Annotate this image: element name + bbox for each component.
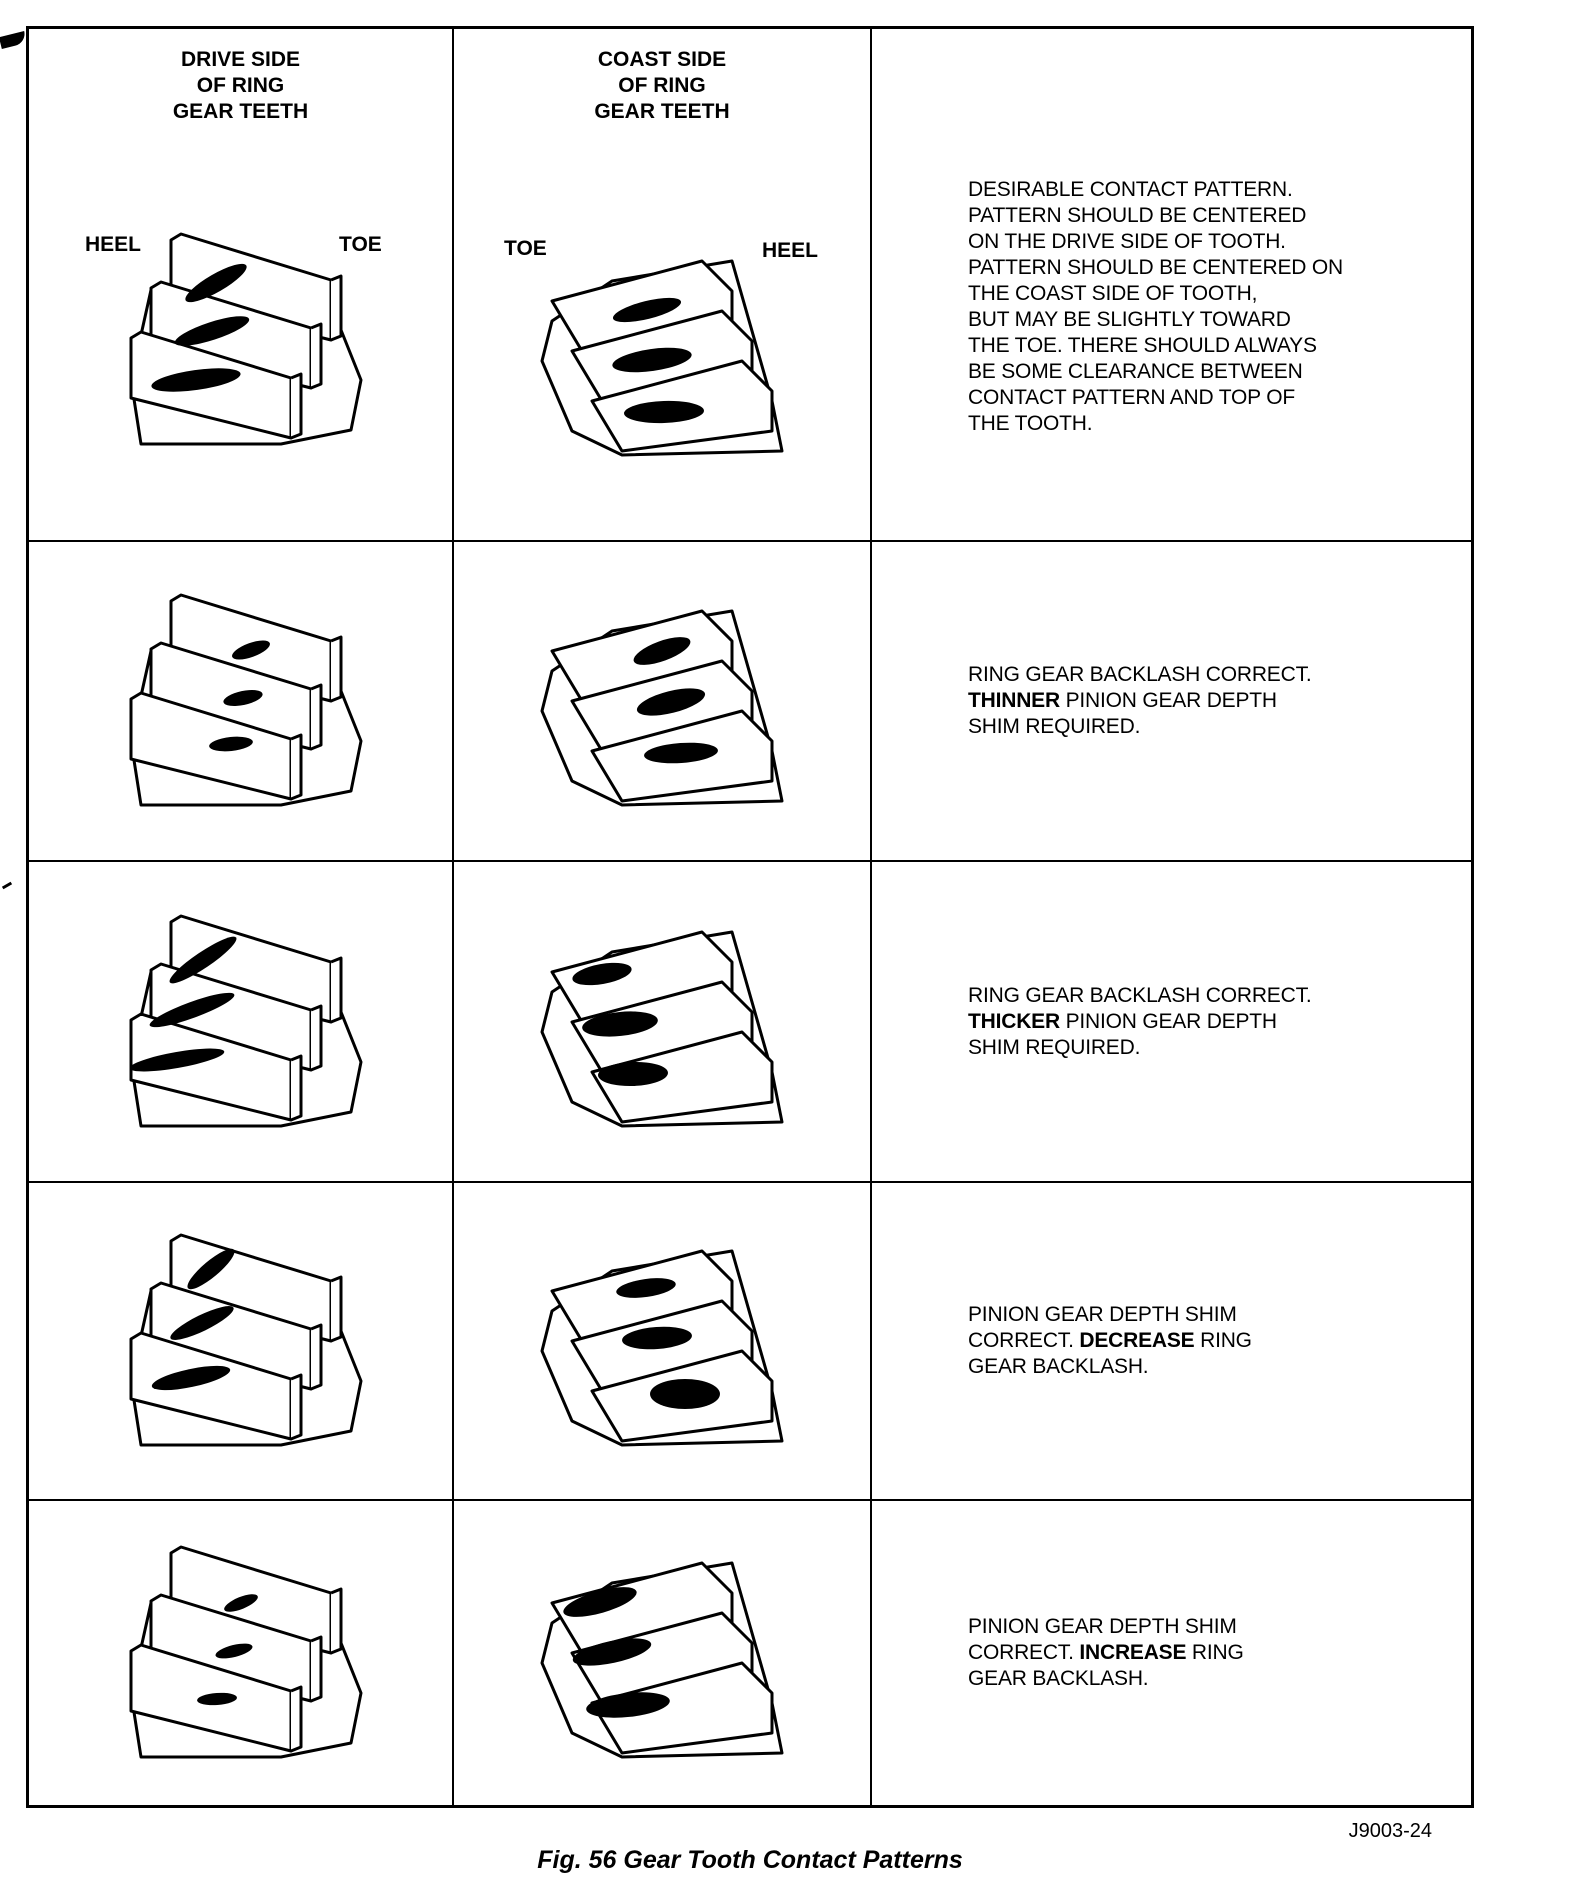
figure-caption: Fig. 56 Gear Tooth Contact Patterns	[537, 1846, 963, 1874]
tooth-side	[311, 685, 321, 749]
drive-toe-label: TOE	[339, 233, 382, 256]
scan-mark-middle	[2, 882, 12, 890]
description-line	[968, 281, 1451, 307]
figure-reference-code: J9003-24	[1348, 1820, 1432, 1842]
description-text: RING GEAR BACKLASH CORRECT.	[968, 663, 1312, 686]
description-text: GEAR BACKLASH.	[968, 1667, 1149, 1690]
description-line	[968, 714, 1451, 740]
description-text: PINION GEAR DEPTH	[1059, 689, 1277, 712]
description-line	[968, 333, 1451, 359]
row-3-coast-cell	[454, 862, 872, 1183]
row-1-description-cell	[872, 29, 1471, 542]
description-line	[968, 1328, 1451, 1354]
description-text: RING	[1186, 1641, 1244, 1664]
description-text: PATTERN SHOULD BE CENTERED	[968, 204, 1307, 227]
description-line	[968, 359, 1451, 385]
drive-side-header: DRIVE SIDE OF RING GEAR TEETH	[172, 48, 309, 123]
drive-side-gear-diagram	[111, 591, 371, 811]
coast-side-gear-diagram	[532, 241, 792, 461]
description-line	[968, 255, 1451, 281]
row-1-description	[968, 177, 1451, 437]
row-5-description	[968, 1614, 1451, 1692]
description-text: THE TOOTH.	[968, 412, 1093, 435]
row-4-drive-cell	[29, 1183, 454, 1501]
description-text: PINION GEAR DEPTH	[1059, 1009, 1277, 1033]
coast-side-header: COAST SIDE OF RING GEAR TEETH	[594, 48, 730, 123]
description-line	[968, 1302, 1451, 1328]
row-4-description-cell	[872, 1183, 1471, 1501]
row-2-description-cell	[872, 542, 1471, 862]
tooth-side	[331, 637, 341, 701]
coast-side-gear-diagram	[532, 1543, 792, 1763]
row-5-coast-cell	[454, 1501, 872, 1805]
row-4-description	[968, 1302, 1451, 1380]
row-1-coast-cell	[454, 29, 872, 542]
description-line	[968, 1614, 1451, 1640]
coast-side-gear-diagram	[532, 1231, 792, 1451]
contact-pattern-mark	[650, 1379, 720, 1409]
drive-gear-body	[131, 1235, 361, 1445]
description-text: DESIRABLE CONTACT PATTERN.	[968, 178, 1293, 201]
description-text: SHIM REQUIRED.	[968, 1035, 1141, 1059]
description-line	[968, 662, 1451, 688]
drive-side-gear-diagram	[111, 230, 371, 450]
tooth-side	[291, 1056, 301, 1120]
tooth-side	[331, 958, 341, 1022]
description-line	[968, 1354, 1451, 1380]
description-text: ON THE DRIVE SIDE OF TOOTH.	[968, 230, 1286, 253]
tooth-side	[291, 1375, 301, 1439]
description-line	[968, 307, 1451, 333]
row-4-coast-cell	[454, 1183, 872, 1501]
coast-side-gear-diagram	[532, 912, 792, 1132]
tooth-side	[291, 735, 301, 799]
description-line	[968, 688, 1451, 714]
description-text: PATTERN SHOULD BE CENTERED ON	[968, 256, 1343, 279]
description-text: THE COAST SIDE OF TOOTH,	[968, 282, 1258, 305]
description-text: SHIM REQUIRED.	[968, 715, 1141, 738]
row-3-description-cell	[872, 862, 1471, 1183]
description-line	[968, 203, 1451, 229]
tooth-side	[311, 1637, 321, 1701]
tooth-side	[331, 1589, 341, 1653]
description-line	[968, 1009, 1451, 1035]
description-line	[968, 229, 1451, 255]
drive-side-gear-diagram	[111, 1543, 371, 1763]
row-5-description-cell	[872, 1501, 1471, 1805]
row-2-description	[968, 662, 1451, 740]
description-line	[968, 1666, 1451, 1692]
description-line	[968, 983, 1451, 1009]
tooth-side	[311, 324, 321, 388]
drive-heel-label: HEEL	[85, 233, 142, 256]
row-3-drive-cell	[29, 862, 454, 1183]
description-keyword: THICKER	[968, 1009, 1060, 1033]
description-keyword: DECREASE	[1079, 1329, 1195, 1352]
description-line	[968, 177, 1451, 203]
description-text: RING	[1194, 1329, 1252, 1352]
coast-gear-body	[542, 932, 782, 1126]
description-text: CORRECT.	[968, 1641, 1080, 1664]
description-line	[968, 1640, 1451, 1666]
tooth-side	[331, 276, 341, 340]
contact-pattern-table	[26, 26, 1474, 1808]
description-text: THE TOE. THERE SHOULD ALWAYS	[968, 334, 1317, 357]
tooth-side	[311, 1325, 321, 1389]
tooth-side	[311, 1006, 321, 1070]
description-text: PINION GEAR DEPTH SHIM	[968, 1615, 1237, 1638]
coast-side-gear-diagram	[532, 591, 792, 811]
row-2-drive-cell	[29, 542, 454, 862]
row-2-coast-cell	[454, 542, 872, 862]
coast-heel-label: HEEL	[762, 239, 819, 262]
row-1-drive-cell	[29, 29, 454, 542]
scan-mark-top	[0, 31, 27, 49]
drive-side-gear-diagram	[111, 1231, 371, 1451]
description-text: PINION GEAR DEPTH SHIM	[968, 1303, 1237, 1326]
description-text: RING GEAR BACKLASH CORRECT.	[968, 983, 1312, 1007]
description-text: BE SOME CLEARANCE BETWEEN	[968, 360, 1303, 383]
description-keyword: INCREASE	[1079, 1641, 1187, 1664]
coast-toe-label: TOE	[504, 237, 547, 260]
tooth-side	[291, 374, 301, 438]
description-line	[968, 411, 1451, 437]
description-text: CONTACT PATTERN AND TOP OF	[968, 386, 1295, 409]
description-line	[968, 1035, 1451, 1061]
row-3-description	[968, 983, 1451, 1061]
description-line	[968, 385, 1451, 411]
description-text: BUT MAY BE SLIGHTLY TOWARD	[968, 308, 1291, 331]
tooth-side	[331, 1277, 341, 1341]
description-text: GEAR BACKLASH.	[968, 1355, 1149, 1378]
description-text: CORRECT.	[968, 1329, 1080, 1352]
description-keyword: THINNER	[968, 689, 1060, 712]
row-5-drive-cell	[29, 1501, 454, 1805]
drive-side-gear-diagram	[111, 912, 371, 1132]
tooth-side	[291, 1687, 301, 1751]
